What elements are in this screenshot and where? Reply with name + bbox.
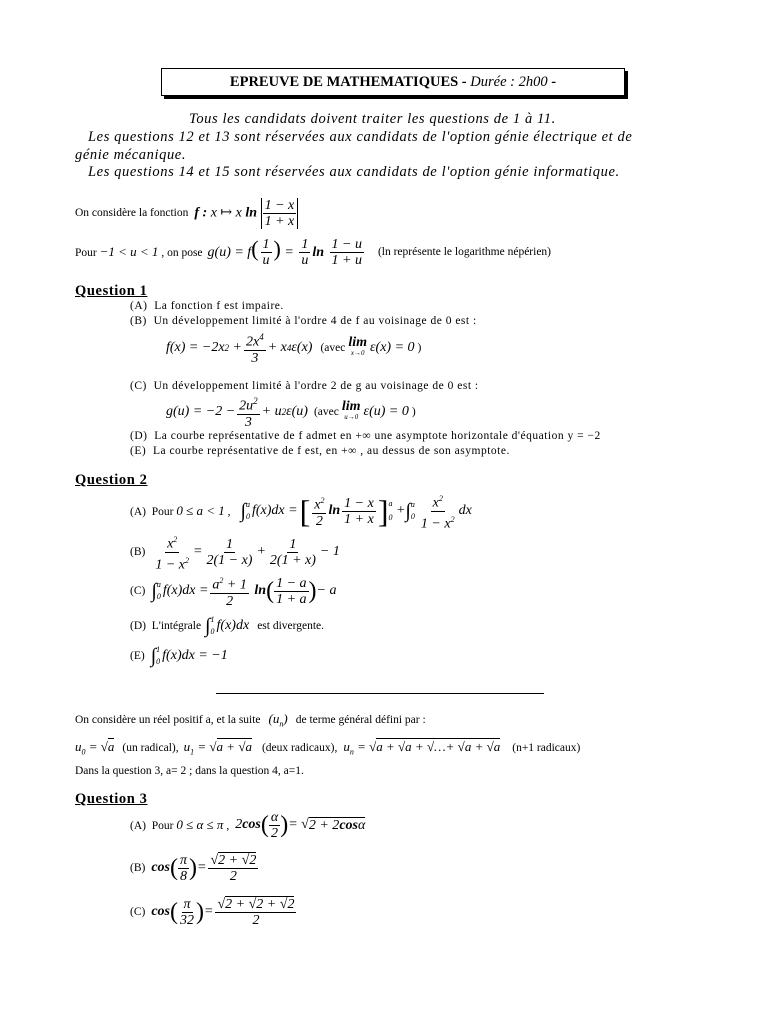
instruction-line-2: Les questions 12 et 13 sont réservées aux candidats de l'option génie électrique et de xyxy=(88,129,633,145)
exam-title xyxy=(161,68,625,96)
function-intro-text: On considère la fonction xyxy=(75,207,189,219)
q3-option-c: (C) cos ( $\frac{\pi}{32}$ ) = $\frac{√2 + √2 + √2}{2}$ xyxy=(130,892,298,932)
question-3-title: Question 3 xyxy=(75,791,148,807)
g-definition xyxy=(75,234,551,270)
q2-option-c: (C) ∫ a 0 f(x)dx = $\frac{a^2 + 1}{2}$ ln ( $\frac{1 - a}{1 + a}$ ) − a xyxy=(130,573,336,609)
q3-b-formula: cos ( $\frac{\pi}{8}$ ) = $\frac{√2 + √2}{2}$ xyxy=(151,852,257,884)
q3-option-a: (A) Pour 0 ≤ α ≤ π , 2 cos ( $\frac{\alpha}{2}$ ) = √ 2 + 2cosα xyxy=(130,809,366,841)
instruction-line-3: génie mécanique. xyxy=(75,147,187,163)
function-formula: f : x ↦ x ln $\frac{1 - x}{1 + x}$ xyxy=(194,198,298,229)
q1-b-formula: f(x) = −2x 2 + $\frac{2x^4}{3}$ + x 4 ε(x) (avec lim x→0 ε(x) = 0 ) xyxy=(166,332,422,366)
g-pose-text: Pour −1 < u < 1 , on pose xyxy=(75,244,203,259)
q3-option-b: (B) cos ( $\frac{\pi}{8}$ ) = $\frac{√2 + √2}{2}$ xyxy=(130,848,260,888)
q2-option-d: (D) L'intégrale ∫ 1 0 f(x)dx est divergente. xyxy=(130,614,325,637)
sequence-note: Dans la question 3, a= 2 ; dans la question 4, a=1. xyxy=(75,765,304,777)
q1-option-a: (A) La fonction f est impaire. xyxy=(130,300,284,312)
q1-option-e: (E) La courbe représentative de f est, en +∞ , au dessus de son asymptote. xyxy=(130,445,510,457)
exam-title-bold: EPREUVE DE MATHEMATIQUES - xyxy=(229,74,467,90)
ln-note: (ln représente le logarithme népérien) xyxy=(377,246,552,258)
exam-title-end: - xyxy=(551,74,557,90)
q3-c-formula: cos ( $\frac{\pi}{32}$ ) = $\frac{√2 + √2 + √2}{2}$ xyxy=(151,896,295,928)
q2-option-a: (A) Pour 0 ≤ a < 1 , ∫ a 0 f(x)dx = [ $\frac{x^2}{2}$ ln $\frac{1 - x}{1 + x}$ ] a 0 + ∫ a 0 $\frac{x^2}{1 - x^2}$ dx xyxy=(130,492,472,532)
q2-e-formula: ∫ 1 0 f(x)dx = −1 xyxy=(150,644,228,667)
g-formula: g(u) = f( $\frac{1}{u}$ ) = $\frac{1}{u}$ ln $\frac{1 - u}{1 + u}$ xyxy=(207,235,362,269)
q1-option-c: (C) Un développement limité à l'ordre 2 de g au voisinage de 0 est : xyxy=(130,380,479,392)
instruction-line-4: Les questions 14 et 15 sont réservées aux candidats de l'option génie informatique. xyxy=(88,164,620,180)
instruction-line-1: Tous les candidats doivent traiter les questions de 1 à 11. xyxy=(189,111,556,127)
sequence-terms: $u_0 = √a$ (un radical), $u_1 = √a + √a$ (deux radicaux), $u_n = √a + √a$ + √…+ √a + √a (n+1 radicaux) xyxy=(75,739,581,757)
exam-duration: Durée : 2h00 xyxy=(470,74,548,90)
q2-b-formula: $\frac{x^2}{1 - x^2}$ = $\frac{1}{2(1 - x)}$ + $\frac{1}{2(1 + x)}$ − 1 xyxy=(151,532,340,572)
section-separator xyxy=(216,693,544,694)
q2-a-formula: ∫ a 0 f(x)dx = [ $\frac{x^2}{2}$ ln $\frac{1 - x}{1 + x}$ ] a 0 + ∫ a 0 $\frac{x^2}{1 - x^2}$ dx xyxy=(240,492,472,532)
question-2-title: Question 2 xyxy=(75,472,148,488)
q2-c-formula: ∫ a 0 f(x)dx = $\frac{a^2 + 1}{2}$ ln ( $\frac{1 - a}{1 + a}$ ) − a xyxy=(151,573,336,609)
q1-c-formula: g(u) = −2 − $\frac{2u^2}{3}$ + u 2 ε(u) (avec lim u→0 ε(u) = 0 ) xyxy=(166,396,416,430)
question-1-title: Question 1 xyxy=(75,283,148,299)
q2-d-formula: ∫ 1 0 f(x)dx xyxy=(205,614,250,637)
q1-option-b: (B) Un développement limité à l'ordre 4 de f au voisinage de 0 est : xyxy=(130,315,477,327)
function-definition xyxy=(75,196,298,230)
sequence-intro: On considère un réel positif a, et la suite $(u_n)$ de terme général défini par : xyxy=(75,711,426,729)
q2-option-b: (B) $\frac{x^2}{1 - x^2}$ = $\frac{1}{2(1 - x)}$ + $\frac{1}{2(1 + x)}$ − 1 xyxy=(130,534,340,570)
q3-a-formula: 2 cos ( $\frac{\alpha}{2}$ ) = √ 2 + 2cosα xyxy=(235,809,366,841)
q1-option-d: (D) La courbe représentative de f admet en +∞ une asymptote horizontale d'équation y = −2 xyxy=(130,430,601,442)
q2-option-e: (E) ∫ 1 0 f(x)dx = −1 xyxy=(130,644,228,667)
